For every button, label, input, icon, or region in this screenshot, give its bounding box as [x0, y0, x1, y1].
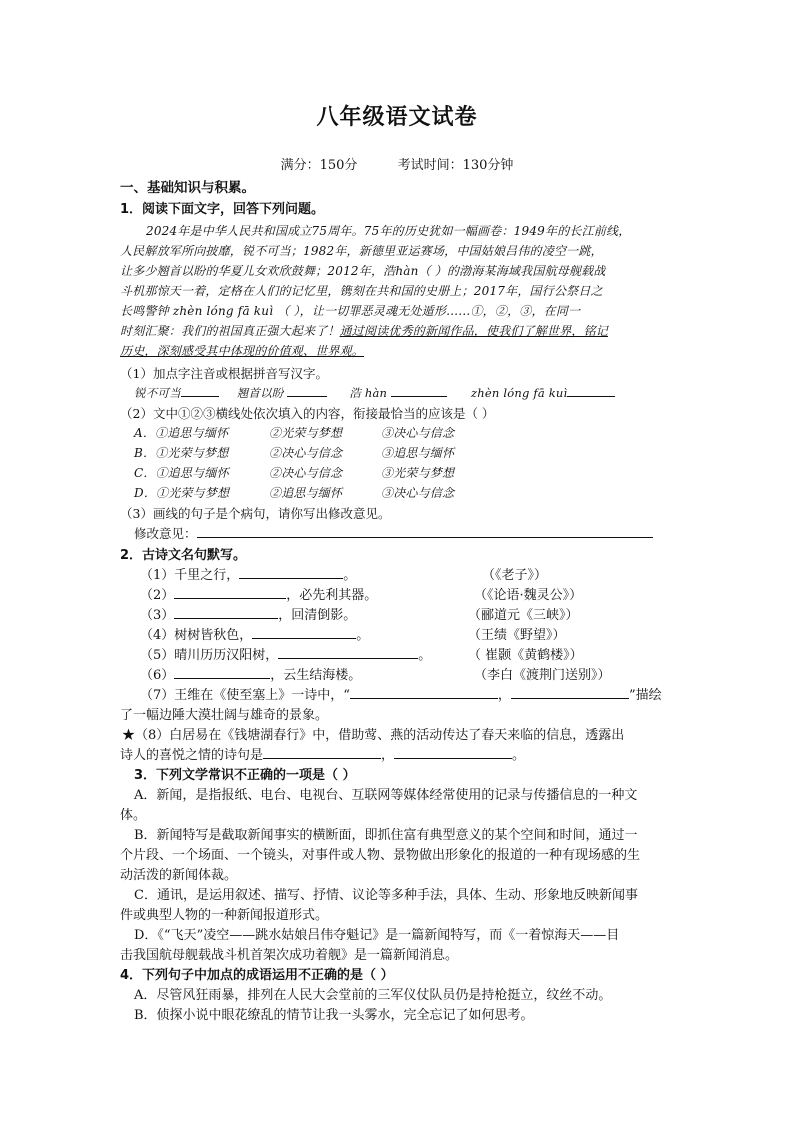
- answer-blank[interactable]: [174, 606, 278, 619]
- poem-item: （3） ，回清倒影。: [140, 608, 357, 623]
- q1-sub2: （2）文中①②③横线处依次填入的内容，衔接最恰当的应该是（ ）: [120, 406, 495, 421]
- answer-blank[interactable]: [174, 666, 270, 679]
- q1-heading: 1．阅读下面文字，回答下列问题。: [120, 202, 325, 217]
- q3-option-a[interactable]: A．新闻，是指报纸、电台、电视台、互联网等媒体经常使用的记录与传播信息的一种文: [134, 788, 638, 803]
- answer-blank[interactable]: [278, 646, 418, 659]
- answer-blank[interactable]: [394, 746, 512, 759]
- q1-sub1-items: 锐不可当 翘首以盼 浩 hàn zhèn lóng fā kuì: [134, 384, 615, 401]
- q4-option-b[interactable]: B．侦探小说中眼花缭乱的情节让我一头雾水，完全忘记了如何思考。: [134, 1008, 534, 1023]
- poem-item-8: ★（8）白居易在《钱塘湖春行》中，借助莺、燕的活动传达了春天来临的信息，透露出: [122, 728, 625, 743]
- exam-time: 考试时间：130分钟: [397, 158, 514, 173]
- passage-line: 斗机那惊天一着，定格在人们的记忆里，镌刻在共和国的史册上；2017年，国行公祭日之: [120, 284, 603, 298]
- option-row[interactable]: A．①追思与缅怀 ②光荣与梦想 ③决心与信念: [134, 426, 455, 440]
- poem-source: （郦道元《三峡》）: [468, 608, 579, 623]
- poem-source: （李白《渡荆门送别》）: [474, 668, 611, 683]
- poem-item: （2） ，必先利其器。: [140, 588, 378, 603]
- poem-item: （1）千里之行， 。: [140, 568, 357, 583]
- revision-row: 修改意见：: [134, 524, 653, 542]
- poem-source: （王绩《野望》）: [468, 628, 566, 643]
- poem-item: （5）晴川历历汉阳树， 。: [140, 648, 432, 663]
- exam-title: 八年级语文试卷: [316, 105, 478, 130]
- q3-option-d-cont: 击我国航母舰载战斗机首架次成功着舰》是一篇新闻消息。: [120, 948, 459, 963]
- option-row[interactable]: D．①光荣与梦想 ②追思与缅怀 ③决心与信念: [134, 486, 455, 500]
- passage-line: 人民解放军所向披靡，锐不可当；1982年，新德里亚运赛场，中国姑娘吕伟的凌空一跳，: [120, 244, 603, 258]
- q3-heading: 3．下列文学常识不正确的一项是（ ）: [134, 768, 356, 783]
- option-row[interactable]: B．①光荣与梦想 ②决心与信念 ③追思与缅怀: [134, 446, 455, 460]
- passage-line: 长鸣警钟 zhèn lóng fā kuì （ ），让一切罪恶灵魂无处遁形……①，②，③，在同一: [120, 304, 581, 318]
- q3-option-b-cont: 动活泼的新闻体裁。: [120, 868, 238, 883]
- poem-item-7-cont: 了一幅边陲大漠壮阔与雄奇的景象。: [120, 708, 329, 723]
- section-heading: 一、基础知识与积累。: [120, 180, 255, 196]
- q3-option-c[interactable]: C．通讯，是运用叙述、描写、抒情、议论等多种手法，具体、生动、形象地反映新闻事: [134, 888, 638, 903]
- answer-blank[interactable]: [567, 384, 615, 397]
- answer-blank[interactable]: [263, 746, 381, 759]
- answer-blank[interactable]: [252, 626, 356, 639]
- q1-sub1: （1）加点字注音或根据拼音写汉字。: [120, 366, 328, 381]
- option-row[interactable]: C．①追思与缅怀 ②决心与信念 ③光荣与梦想: [134, 466, 455, 480]
- poem-source: （《老子》）: [482, 568, 548, 583]
- q3-option-b-cont: 个片段、一个场面、一个镜头，对事件或人物、景物做出形象化的报道的一种有现场感的生: [120, 848, 641, 863]
- q4-heading: 4．下列句子中加点的成语运用不正确的是（ ）: [120, 968, 394, 983]
- q1-sub3: （3）画线的句子是个病句，请你写出修改意见。: [120, 506, 391, 521]
- underlined-sentence: 通过阅读优秀的新闻作品，使我们了解世界，铭记: [339, 324, 609, 338]
- passage-line: 2024年是中华人民共和国成立75周年。75年的历史犹如一幅画卷：1949年的长江前线，: [146, 224, 631, 238]
- q2-heading: 2．古诗文名句默写。: [120, 548, 247, 563]
- q3-option-c-cont: 件或典型人物的一种新闻报道形式。: [120, 908, 329, 923]
- poem-source: （ 崔颢《黄鹤楼》）: [468, 648, 583, 663]
- passage-line: 让多少翘首以盼的华夏儿女欢欣鼓舞；2012年，浩hàn（ ）的渤海某海域我国航母舰载战: [120, 264, 606, 278]
- answer-blank[interactable]: [350, 686, 498, 699]
- answer-blank[interactable]: [181, 384, 219, 397]
- q4-option-a[interactable]: A．尽管风狂雨暴，排列在人民大会堂前的三军仪仗队员仍是持枪挺立，纹丝不动。: [134, 988, 612, 1003]
- poem-item-8-cont: 诗人的喜悦之情的诗句是 ， 。: [120, 748, 526, 763]
- revision-answer-line[interactable]: [197, 525, 653, 538]
- answer-blank[interactable]: [511, 686, 629, 699]
- q3-option-a-cont: 体。: [120, 808, 147, 823]
- answer-blank[interactable]: [174, 586, 286, 599]
- answer-blank[interactable]: [391, 384, 447, 397]
- underlined-sentence-cont: 历史，深刻感受其中体现的价值观、世界观。: [120, 344, 365, 358]
- poem-source: （《论语·魏灵公》）: [474, 588, 583, 603]
- q3-option-d[interactable]: D．《“飞天”凌空——跳水姑娘吕伟夺魁记》是一篇新闻特写，而《一着惊海天——目: [134, 928, 620, 943]
- poem-item: （4）树树皆秋色， 。: [140, 628, 370, 643]
- passage-line-final: 时刻汇聚：我们的祖国真正强大起来了！通过阅读优秀的新闻作品，使我们了解世界，铭记: [120, 324, 609, 338]
- q3-option-b[interactable]: B．新闻特写是截取新闻事实的横断面，即抓住富有典型意义的某个空间和时间，通过一: [134, 828, 638, 843]
- full-score: 满分：150分: [280, 158, 358, 173]
- poem-item-7: （7）王维在《使至塞上》一诗中，“ ， ”描绘: [140, 688, 662, 703]
- answer-blank[interactable]: [239, 566, 343, 579]
- exam-meta: [0, 154, 794, 173]
- answer-blank[interactable]: [287, 384, 327, 397]
- poem-item: （6） ，云生结海楼。: [140, 668, 362, 683]
